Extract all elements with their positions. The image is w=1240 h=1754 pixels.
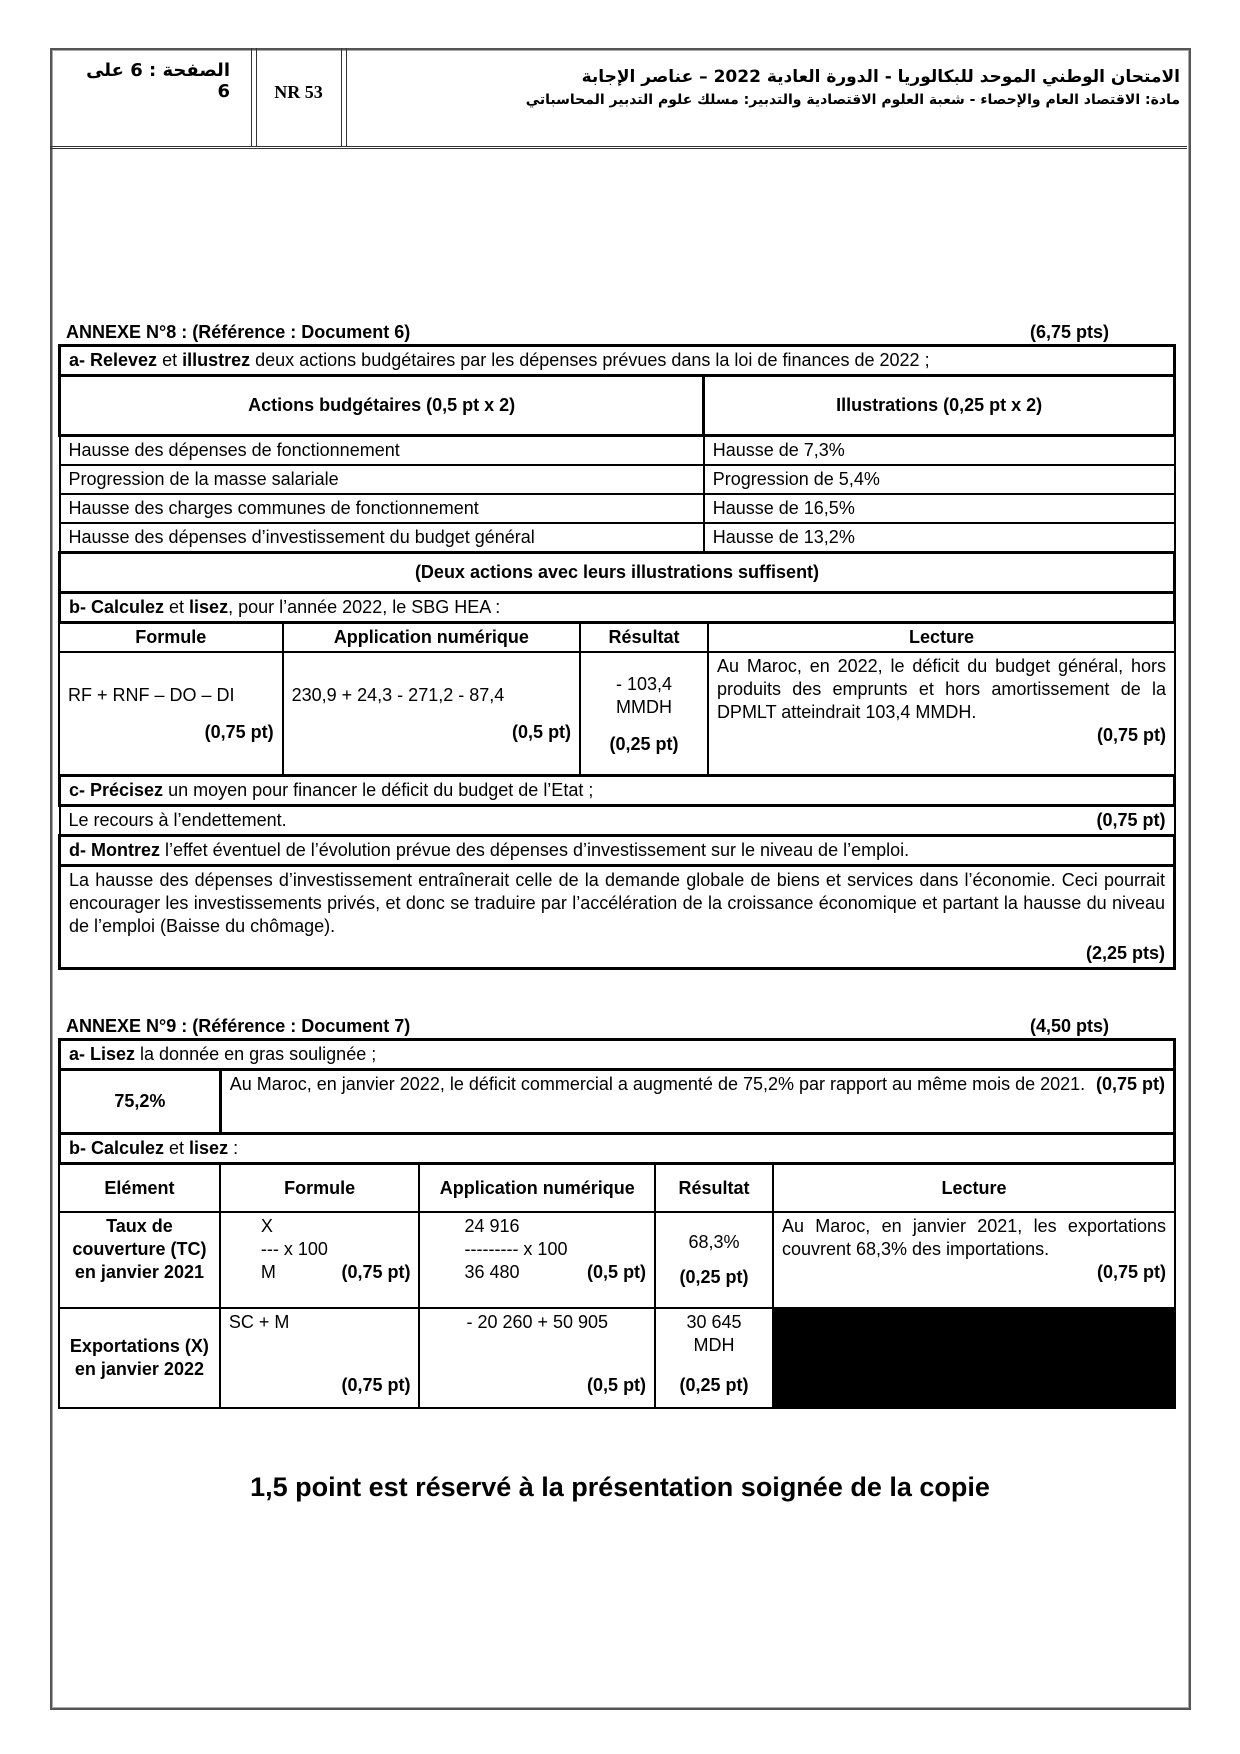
sbg-formula: RF + RNF – DO – DI xyxy=(68,685,235,705)
illustration-cell: Progression de 5,4% xyxy=(704,465,1175,494)
annex9-question-a: a- Lisez la donnée en gras soulignée ; xyxy=(60,1040,1175,1070)
exports-element: Exportations (X) en janvier 2022 xyxy=(59,1308,220,1408)
annex8-question-a: a- Relevez et illustrez deux actions budgétaires par les dépenses prévues dans la loi de finances de 2022 ; xyxy=(60,346,1175,376)
tc-formula-cell: X --- x 100 M (0,75 pt) xyxy=(220,1212,420,1308)
exports-application-cell: - 20 260 + 50 905 (0,5 pt) xyxy=(419,1308,655,1408)
action-cell: Hausse des charges communes de fonctionnement xyxy=(60,494,704,523)
annex8-question-d: d- Montrez l’effet éventuel de l’évolution prévue des dépenses d’investissement sur le niveau de l’emploi. xyxy=(60,836,1175,866)
annex9-b-table xyxy=(58,1163,1176,1409)
sbg-result: - 103,4 MMDH xyxy=(615,673,673,717)
tc-result-cell: 68,3% (0,25 pt) xyxy=(655,1212,773,1308)
header-divider xyxy=(341,48,347,146)
exam-subject: مادة: الاقتصاد العام والإحصاء - شعبة العلوم الاقتصادية والتدبير: مسلك علوم التدبير المحاسباتي xyxy=(525,92,1180,108)
annex8-question-b: b- Calculez et lisez, pour l’année 2022, le SBG HEA : xyxy=(60,593,1175,623)
action-cell: Hausse des dépenses de fonctionnement xyxy=(60,436,704,466)
annex8-question-c: c- Précisez un moyen pour financer le déficit du budget de l’Etat ; xyxy=(60,776,1175,806)
b-header-result: Résultat xyxy=(580,623,708,652)
illustrations-header: Illustrations (0,25 pt x 2) xyxy=(704,376,1175,436)
sbg-reading-points: (0,75 pt) xyxy=(1096,725,1166,745)
sbg-reading-cell xyxy=(708,652,1175,776)
sbg-formula-cell xyxy=(59,652,283,776)
annex8-title: ANNEXE N°8 : (Référence : Document 6) xyxy=(66,322,411,342)
b9-header-application: Application numérique xyxy=(419,1164,655,1212)
tc-reading-cell: Au Maroc, en janvier 2021, les exportations couvrent 68,3% des importations. (0,75 pt) xyxy=(773,1212,1175,1308)
page-header xyxy=(50,48,1187,149)
exam-title: الامتحان الوطني الموحد للبكالوريا - الدورة العادية 2022 – عناصر الإجابة xyxy=(581,67,1180,87)
exam-code: NR 53 xyxy=(274,82,323,102)
b-header-application: Application numérique xyxy=(283,623,580,652)
b-header-formula: Formule xyxy=(59,623,283,652)
b-header-reading: Lecture xyxy=(708,623,1175,652)
sbg-result-points: (0,25 pt) xyxy=(609,733,679,754)
b9-header-formula: Formule xyxy=(220,1164,420,1212)
presentation-note: 1,5 point est réservé à la présentation soignée de la copie xyxy=(250,1472,990,1502)
illustration-cell: Hausse de 13,2% xyxy=(704,523,1175,553)
tc-application-cell: 24 916 --------- x 100 36 480 (0,5 pt) xyxy=(419,1212,655,1308)
annex9-table xyxy=(58,1038,1176,1165)
action-cell: Hausse des dépenses d’investissement du budget général xyxy=(60,523,704,553)
b9-header-element: Elément xyxy=(59,1164,220,1212)
annex9-question-b: b- Calculez et lisez : xyxy=(60,1134,1175,1164)
annex8-b-table xyxy=(58,622,1176,777)
action-cell: Progression de la masse salariale xyxy=(60,465,704,494)
b9-header-reading: Lecture xyxy=(773,1164,1175,1212)
sbg-formula-points: (0,75 pt) xyxy=(204,722,274,742)
annex9-title: ANNEXE N°9 : (Référence : Document 7) xyxy=(66,1016,411,1036)
exports-result-cell: 30 645 MDH (0,25 pt) xyxy=(655,1308,773,1408)
sbg-application: 230,9 + 24,3 - 271,2 - 87,4 xyxy=(291,685,505,705)
actions-header: Actions budgétaires (0,5 pt x 2) xyxy=(60,376,704,436)
annex9-points: (4,50 pts) xyxy=(1030,1016,1110,1036)
sbg-application-cell xyxy=(283,652,580,776)
sbg-result-cell xyxy=(580,652,708,776)
annex8-answer-c: Le recours à l’endettement. (0,75 pt) xyxy=(60,806,1175,836)
blacked-out-cell xyxy=(773,1308,1175,1408)
annex8-answer-d: La hausse des dépenses d’investissement entraînerait celle de la demande globale de biens et services dans l’économie. Ceci pourrait encourager les investissements privés, et donc se traduire par l’accélération de la croissance économique et partant la hausse du niveau de l’emploi (Baisse du chômage). (2,25 pts) xyxy=(60,866,1175,969)
annex9-reading-cell: Au Maroc, en janvier 2022, le déficit commercial a augmenté de 75,2% par rapport au même mois de 2021. (0,75 pt) xyxy=(220,1070,1174,1134)
b9-header-result: Résultat xyxy=(655,1164,773,1212)
tc-element: Taux de couverture (TC) en janvier 2021 xyxy=(59,1212,220,1308)
illustration-cell: Hausse de 7,3% xyxy=(704,436,1175,466)
illustration-cell: Hausse de 16,5% xyxy=(704,494,1175,523)
page-number: الصفحة : 6 على 6 xyxy=(86,60,230,102)
annex8-points: (6,75 pts) xyxy=(1030,322,1110,342)
annex8-note: (Deux actions avec leurs illustrations suffisent) xyxy=(60,553,1175,593)
exports-formula-cell: SC + M (0,75 pt) xyxy=(220,1308,420,1408)
annex8-cd-table xyxy=(58,774,1176,970)
sbg-reading: Au Maroc, en 2022, le déficit du budget général, hors produits des emprunts et hors amortissement de la DPMLT atteindrait 103,4 MMDH. xyxy=(716,656,1166,722)
sbg-application-points: (0,5 pt) xyxy=(512,722,572,742)
annex9-value: 75,2% xyxy=(60,1070,221,1134)
annex8-table xyxy=(58,344,1176,624)
